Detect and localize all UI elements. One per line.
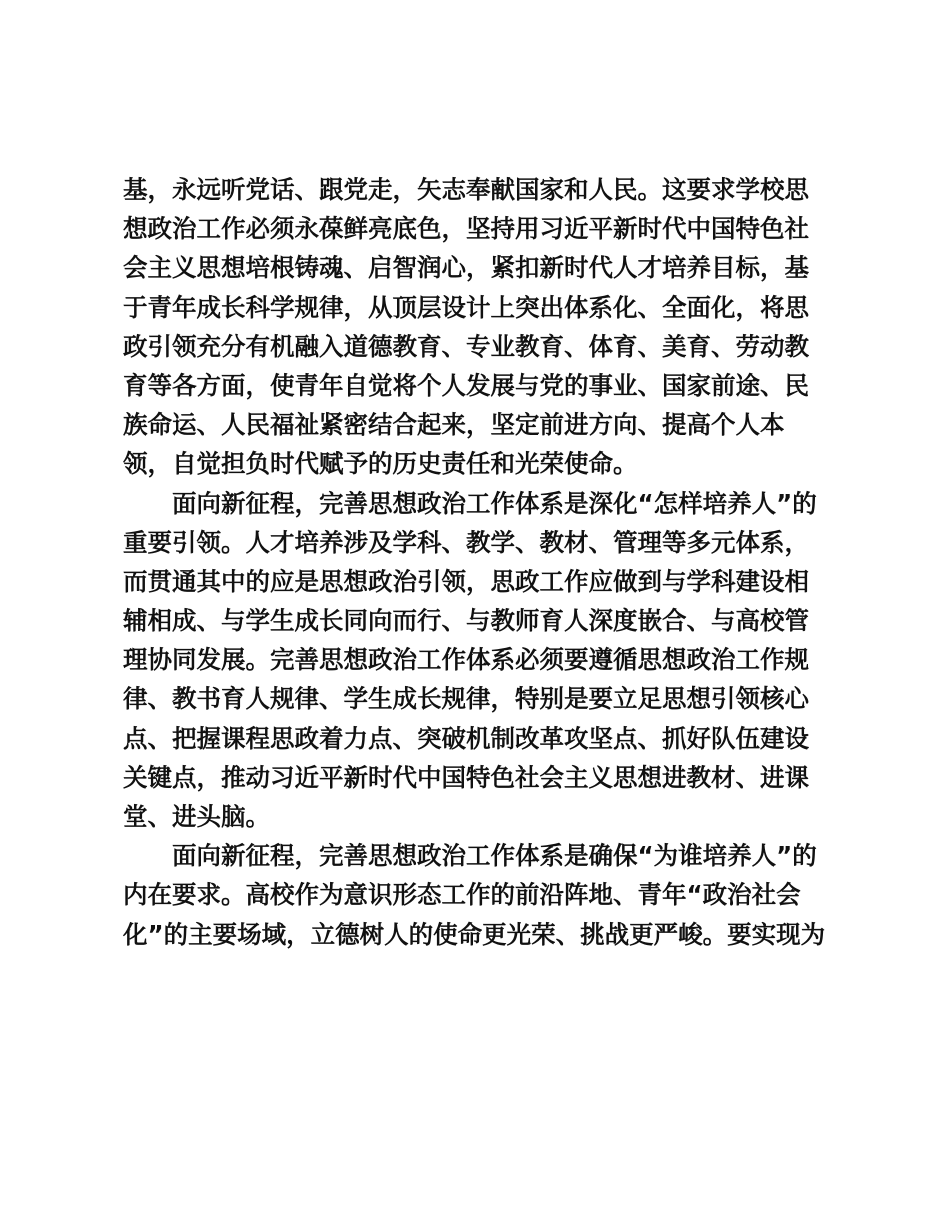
paragraph-line: 族命运、人民福祉紧密结合起来，坚定前进方向、提高个人本: [123, 410, 785, 440]
paragraph-2: [123, 484, 833, 837]
paragraph-line: 基，永远听党话、跟党走，矢志奉献国家和人民。这要求学校思: [123, 175, 809, 204]
paragraph-line: 重要引领。人才培养涉及学科、教学、教材、管理等多元体系，: [123, 527, 809, 557]
paragraph-line: 于青年成长科学规律，从顶层设计上突出体系化、全面化，将思: [123, 292, 809, 322]
paragraph-line: 面向新征程，完善思想政治工作体系是确保“为谁培养人”的: [172, 841, 817, 871]
paragraph-3: [123, 836, 833, 954]
paragraph-line: 辅相成、与学生成长同向而行、与教师育人深度嵌合、与高校管: [123, 606, 809, 636]
paragraph-line: 堂、进头脑。: [123, 802, 270, 831]
paragraph-line: 想政治工作必须永葆鲜亮底色，坚持用习近平新时代中国特色社: [123, 214, 809, 244]
paragraph-line: 律、教书育人规律、学生成长规律，特别是要立足思想引领核心: [123, 684, 809, 714]
paragraph-line: 育等各方面，使青年自觉将个人发展与党的事业、国家前途、民: [123, 370, 809, 400]
paragraph-line: 内在要求。高校作为意识形态工作的前沿阵地、青年“政治社会: [123, 880, 801, 910]
paragraph-line: 政引领充分有机融入道德教育、专业教育、体育、美育、劳动教: [123, 331, 809, 361]
paragraph-line: 点、把握课程思政着力点、突破机制改革攻坚点、抓好队伍建设: [123, 723, 809, 753]
document-body: [123, 170, 833, 954]
paragraph-line: 领，自觉担负时代赋予的历史责任和光荣使命。: [123, 449, 638, 479]
paragraph-line: 面向新征程，完善思想政治工作体系是深化“怎样培养人”的: [172, 488, 817, 518]
paragraph-line: 而贯通其中的应是思想政治引领，思政工作应做到与学科建设相: [123, 566, 809, 596]
paragraph-line: 化”的主要场域，立德树人的使命更光荣、挑战更严峻。要实现为: [123, 919, 826, 949]
paragraph-1: [123, 170, 833, 484]
paragraph-line: 理协同发展。完善思想政治工作体系必须要遵循思想政治工作规: [123, 645, 809, 675]
paragraph-line: 关键点，推动习近平新时代中国特色社会主义思想进教材、进课: [123, 762, 809, 792]
paragraph-line: 会主义思想培根铸魂、启智润心，紧扣新时代人才培养目标，基: [123, 253, 809, 283]
